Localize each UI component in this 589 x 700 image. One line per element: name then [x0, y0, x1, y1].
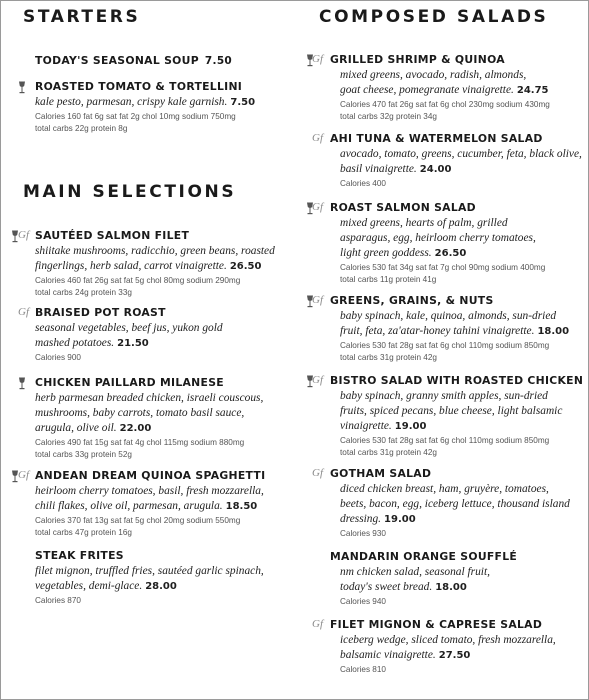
item-price: 24.00 — [419, 164, 452, 175]
item-description: dressing. — [340, 513, 382, 525]
menu-item-shrimp-quinoa — [312, 53, 589, 122]
item-description: vegetables, demi-glace. — [35, 580, 143, 592]
item-description: herb parmesan breaded chicken, israeli couscous, — [35, 392, 264, 404]
item-nutrition: Calories 530 fat 28g sat fat 6g chol 110mg sodium 850mg — [340, 341, 550, 350]
item-price: 7.50 — [204, 55, 233, 67]
menu-item-bistro-salad — [312, 374, 589, 458]
item-name: FILET MIGNON & CAPRESE SALAD — [330, 618, 543, 631]
item-price: 18.00 — [435, 582, 467, 593]
main-selections-heading: MAIN SELECTIONS — [23, 182, 237, 202]
menu-item-mandarin-souffle — [330, 550, 589, 607]
menu-item-filet-mignon-caprese — [312, 618, 589, 675]
item-description: light green goddess. — [340, 247, 432, 259]
gluten-free-badge: Gf — [18, 306, 29, 318]
item-description: vinaigrette. — [340, 420, 392, 432]
item-name: TODAY'S SEASONAL SOUP — [35, 54, 199, 67]
item-name: CHICKEN PAILLARD MILANESE — [35, 376, 224, 389]
item-description: arugula, olive oil. — [35, 422, 117, 434]
wine-glass-icon — [17, 377, 27, 390]
item-description: seasonal vegetables, beef jus, yukon gold — [35, 322, 223, 334]
gluten-free-badge: Gf — [312, 201, 323, 213]
gluten-free-badge: Gf — [312, 618, 323, 630]
item-description: mixed greens, avocado, radish, almonds, — [340, 69, 527, 81]
item-description: kale pesto, parmesan, crispy kale garnish. — [35, 96, 228, 108]
gluten-free-badge: Gf — [312, 294, 323, 306]
item-name: ANDEAN DREAM QUINOA SPAGHETTI — [35, 469, 266, 482]
item-description: baby spinach, kale, quinoa, almonds, sun-dried — [340, 310, 557, 322]
item-price: 26.50 — [434, 248, 467, 259]
item-nutrition: Calories 870 — [35, 596, 81, 605]
item-nutrition: Calories 470 fat 26g sat fat 6g chol 230mg sodium 430mg — [340, 100, 550, 109]
gluten-free-badge: Gf — [312, 374, 323, 386]
item-description: heirloom cherry tomatoes, basil, fresh mozzarella, — [35, 485, 264, 497]
menu-item-seasonal-soup — [35, 54, 305, 68]
item-name: GRILLED SHRIMP & QUINOA — [330, 53, 505, 66]
item-nutrition-carbs: total carbs 31g protein 42g — [340, 448, 437, 457]
item-description: goat cheese, pomegranate vinaigrette. — [340, 84, 514, 96]
item-price: 19.00 — [384, 514, 416, 525]
item-description: nm chicken salad, seasonal fruit, — [340, 566, 490, 578]
item-name: STEAK FRITES — [35, 549, 124, 562]
gluten-free-badge: Gf — [312, 53, 323, 65]
item-description: fruit, feta, za'atar-honey tahini vinaigrette. — [340, 325, 535, 337]
item-nutrition: Calories 530 fat 28g sat fat 6g chol 110mg sodium 850mg — [340, 436, 550, 445]
item-nutrition-carbs: total carbs 31g protein 42g — [340, 353, 437, 362]
item-description: filet mignon, truffled fries, sautéed garlic spinach, — [35, 565, 264, 577]
item-price: 28.00 — [145, 581, 177, 592]
item-nutrition: Calories 930 — [340, 529, 386, 538]
item-name: BISTRO SALAD WITH ROASTED CHICKEN — [330, 374, 584, 387]
item-name: GREENS, GRAINS, & NUTS — [330, 294, 494, 307]
item-description: today's sweet bread. — [340, 581, 433, 593]
gluten-free-badge: Gf — [18, 469, 29, 481]
item-price: 27.50 — [438, 650, 471, 661]
item-name: BRAISED POT ROAST — [35, 306, 166, 319]
item-description: fruits, spiced pecans, blue cheese, light balsamic — [340, 405, 563, 417]
item-description: mushrooms, baby carrots, tomato basil sauce, — [35, 407, 245, 419]
menu-item-greens-grains-nuts — [312, 294, 589, 363]
item-nutrition-carbs: total carbs 47g protein 16g — [35, 528, 132, 537]
item-description: shiitake mushrooms, radicchio, green beans, roasted — [35, 245, 275, 257]
gluten-free-badge: Gf — [312, 132, 323, 144]
item-nutrition: Calories 160 fat 6g sat fat 2g chol 10mg sodium 750mg — [35, 112, 236, 121]
item-description: baby spinach, granny smith apples, sun-dried — [340, 390, 548, 402]
item-price: 24.75 — [516, 85, 549, 96]
item-nutrition: Calories 490 fat 15g sat fat 4g chol 115mg sodium 880mg — [35, 438, 245, 447]
item-name: GOTHAM SALAD — [330, 467, 432, 480]
menu-item-gotham-salad — [312, 467, 589, 539]
menu-item-quinoa-spaghetti — [18, 469, 305, 538]
item-nutrition: Calories 530 fat 34g sat fat 7g chol 90mg sodium 400mg — [340, 263, 546, 272]
item-description: mashed potatoes. — [35, 337, 115, 349]
item-price: 22.00 — [119, 423, 152, 434]
item-nutrition: Calories 900 — [35, 353, 81, 362]
item-price: 26.50 — [229, 261, 262, 272]
item-price: 7.50 — [230, 97, 256, 108]
menu-item-chicken-paillard — [35, 376, 305, 460]
item-nutrition: Calories 460 fat 26g sat fat 5g chol 80mg sodium 290mg — [35, 276, 241, 285]
item-description: asparagus, egg, heirloom cherry tomatoes, — [340, 232, 536, 244]
menu-item-ahi-tuna — [312, 132, 589, 189]
item-description: balsamic vinaigrette. — [340, 649, 436, 661]
item-name: ROASTED TOMATO & TORTELLINI — [35, 80, 243, 93]
item-nutrition: Calories 940 — [340, 597, 386, 606]
item-description: beets, bacon, egg, iceberg lettuce, thousand island — [340, 498, 570, 510]
item-price: 18.50 — [225, 501, 258, 512]
item-description: diced chicken breast, ham, gruyère, tomatoes, — [340, 483, 549, 495]
item-price: 21.50 — [117, 338, 149, 349]
wine-glass-icon — [17, 81, 27, 94]
item-nutrition-carbs: total carbs 32g protein 34g — [340, 112, 437, 121]
item-price: 19.00 — [394, 421, 427, 432]
item-description: fingerlings, herb salad, carrot vinaigrette. — [35, 260, 227, 272]
item-name: AHI TUNA & WATERMELON SALAD — [330, 132, 543, 145]
menu-item-steak-frites — [35, 549, 305, 606]
item-description: mixed greens, hearts of palm, grilled — [340, 217, 508, 229]
menu-item-pot-roast — [18, 306, 305, 363]
item-nutrition-carbs: total carbs 24g protein 33g — [35, 288, 132, 297]
item-nutrition: Calories 370 fat 13g sat fat 5g chol 20mg sodium 550mg — [35, 516, 241, 525]
menu-item-salmon-filet — [18, 229, 305, 298]
item-name: ROAST SALMON SALAD — [330, 201, 476, 214]
starters-heading: STARTERS — [23, 7, 141, 27]
menu-item-tomato-tortellini — [35, 80, 305, 134]
item-name: SAUTÉED SALMON FILET — [35, 229, 190, 242]
item-nutrition: Calories 810 — [340, 665, 386, 674]
item-nutrition-carbs: total carbs 22g protein 8g — [35, 124, 128, 133]
item-description: avocado, tomato, greens, cucumber, feta, black olive, — [340, 148, 582, 160]
item-nutrition-carbs: total carbs 33g protein 52g — [35, 450, 132, 459]
gluten-free-badge: Gf — [312, 467, 323, 479]
menu-item-roast-salmon-salad — [312, 201, 589, 285]
composed-salads-heading: COMPOSED SALADS — [319, 7, 549, 27]
item-description: iceberg wedge, sliced tomato, fresh mozzarella, — [340, 634, 556, 646]
item-name: MANDARIN ORANGE SOUFFLÉ — [330, 550, 518, 563]
item-description: basil vinaigrette. — [340, 163, 417, 175]
item-price: 18.00 — [537, 326, 570, 337]
item-nutrition: Calories 400 — [340, 179, 386, 188]
item-description: chili flakes, olive oil, parmesan, arugula. — [35, 500, 223, 512]
item-nutrition-carbs: total carbs 11g protein 41g — [340, 275, 437, 284]
gluten-free-badge: Gf — [18, 229, 29, 241]
